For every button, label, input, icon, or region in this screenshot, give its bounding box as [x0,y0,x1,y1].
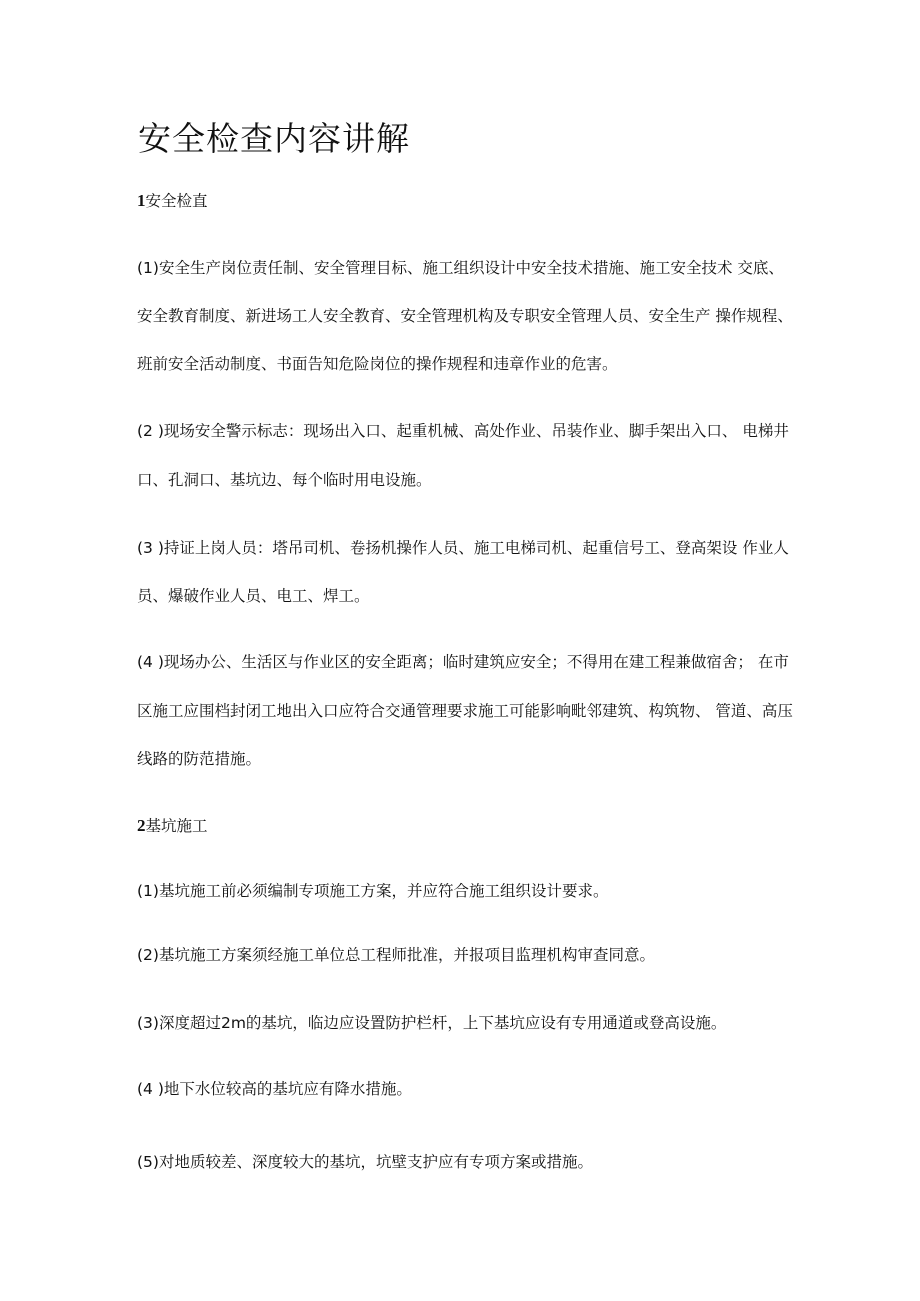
section-heading-text: 安全检直 [145,192,208,210]
paragraph-line: 班前安全活动制度、书面告知危险岗位的操作规程和违章作业的危害。 [137,355,618,373]
section-number: 2 [137,816,146,835]
paragraph-line: 安全教育制度、新进场工人安全教育、安全管理机构及专职安全管理人员、安全生产 操作规程、 [137,307,793,325]
paragraph-line: 区施工应围档封闭工地出入口应符合交通管理要求施工可能影响毗邻建筑、构筑物、 管道、高压 [137,702,793,720]
paragraph-line: (3)深度超过2m的基坑，临边应设置防护栏杆，上下基坑应设有专用通道或登高设施。 [137,1014,727,1032]
section-heading-text: 基坑施工 [145,817,208,835]
paragraph-line: 员、爆破作业人员、电工、焊工。 [137,587,370,605]
paragraph-line: 口、孔洞口、基坑边、每个临时用电设施。 [137,471,432,489]
paragraph-line: (1)基坑施工前必须编制专项施工方案，并应符合施工组织设计要求。 [137,882,609,900]
paragraph-line: (4 )现场办公、生活区与作业区的安全距离；临时建筑应安全；不得用在建工程兼做宿舍； 在市 [137,653,789,671]
paragraph-line: (1)安全生产岗位责任制、安全管理目标、施工组织设计中安全技术措施、施工安全技术 交底、 [137,259,784,277]
paragraph-line: (5)对地质较差、深度较大的基坑，坑壁支护应有专项方案或措施。 [137,1153,593,1171]
paragraph-line: (2 )现场安全警示标志：现场出入口、起重机械、高处作业、吊装作业、脚手架出入口、 电梯井 [137,422,789,440]
section-heading-2 [137,815,208,837]
section-heading-1 [137,190,208,212]
paragraph-line: (2)基坑施工方案须经施工单位总工程师批准，并报项目监理机构审查同意。 [137,946,655,964]
paragraph-line: (4 )地下水位较高的基坑应有降水措施。 [137,1080,412,1098]
paragraph-line: 线路的防范措施。 [137,750,262,768]
section-number: 1 [137,191,146,210]
paragraph-line: (3 )持证上岗人员：塔吊司机、卷扬机操作人员、施工电梯司机、起重信号工、登高架设 作业人 [137,539,789,557]
page-title: 安全检查内容讲解 [138,119,410,158]
